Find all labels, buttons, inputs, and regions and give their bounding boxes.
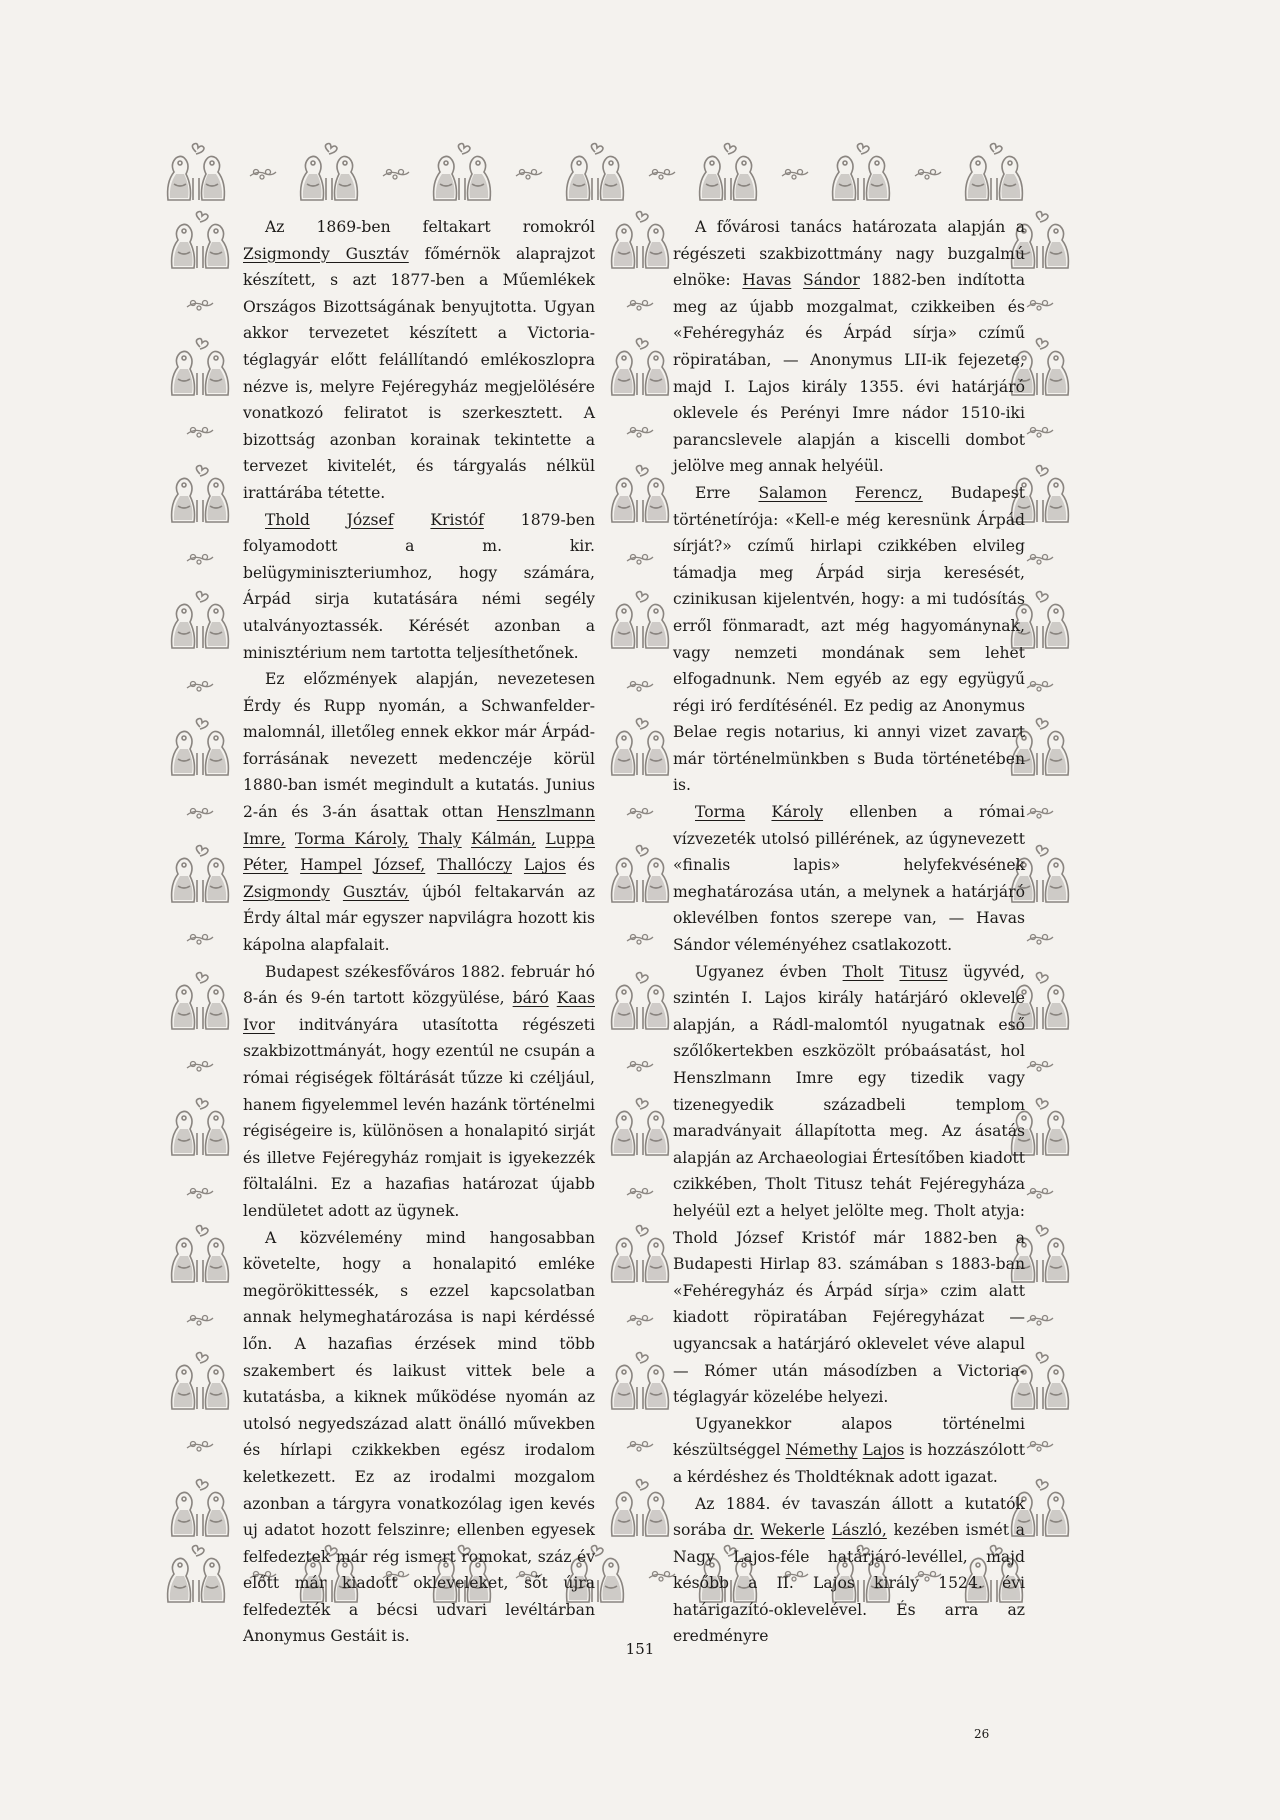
lion-pair-ornament-icon <box>160 142 232 204</box>
underlined-name: József <box>346 510 394 529</box>
flower-sprig-icon <box>185 295 215 313</box>
flower-sprig-icon <box>1025 676 1055 694</box>
underlined-name: Zsigmondy Gusztáv <box>243 244 409 263</box>
underlined-name: Torma <box>695 803 746 822</box>
underlined-name: Hampel <box>300 856 363 875</box>
text-run <box>754 1521 761 1539</box>
lion-pair-ornament-icon <box>604 464 676 526</box>
text-run: kezében ismét a Nagy Lajos-féle határjáró-levéllel, majd később a II. Lajos király 1524. évi határigazító-oklevelével. És arra az eredményre <box>673 1521 1025 1646</box>
text-run: A fővárosi tanács határozata alapján a régészeti szakbizottmány nagy buzgalmú elnöke: <box>673 218 1025 290</box>
flower-sprig-icon <box>625 1310 655 1328</box>
flower-sprig-icon <box>185 1436 215 1454</box>
flower-sprig-icon <box>647 164 677 182</box>
text-run: és <box>565 856 595 875</box>
lion-pair-ornament-icon <box>164 337 236 399</box>
middle-ornament-column <box>600 210 680 1540</box>
text-run <box>310 511 347 529</box>
flower-sprig-icon <box>1025 422 1055 440</box>
text-run: inditványára utasította régészeti szakbizottmányát, hogy ezentúl ne csupán a római régiségek föltárását tűzze ki czéljául, hanem figyelemmel levén hazánk történelmi régiségeire is, különösen a honalapitó sirját és illetve Fejéregyház romjait is igyekezzék föltalálni. Ez a hazafias határozat újabb lendületet adott az ügynek. <box>243 1015 595 1220</box>
lion-pair-ornament-icon <box>164 717 236 779</box>
lion-pair-ornament-icon <box>604 844 676 906</box>
text-run <box>362 856 374 874</box>
left-ornament-column <box>160 210 240 1540</box>
lion-pair-ornament-icon <box>559 142 631 204</box>
paragraph <box>243 507 595 667</box>
paragraph <box>243 1225 595 1651</box>
text-run <box>462 830 471 848</box>
flower-sprig-icon <box>625 422 655 440</box>
flower-sprig-icon <box>1025 1436 1055 1454</box>
underlined-name: Luppa <box>545 829 595 848</box>
text-run <box>286 830 295 848</box>
text-run <box>884 963 900 981</box>
flower-sprig-icon <box>625 295 655 313</box>
paragraph <box>673 214 1025 480</box>
text-run: Erre <box>695 483 759 502</box>
underlined-name: Tholt <box>842 962 884 981</box>
lion-pair-ornament-icon <box>604 590 676 652</box>
underlined-name: báró <box>512 989 549 1008</box>
underlined-name: László, <box>831 1521 887 1540</box>
page-number: 151 <box>625 1640 655 1658</box>
text-run <box>536 830 545 848</box>
lion-pair-ornament-icon <box>164 1351 236 1413</box>
lion-pair-ornament-icon <box>426 142 498 204</box>
underlined-name: Salamon <box>758 483 827 502</box>
flower-sprig-icon <box>780 164 810 182</box>
lion-pair-ornament-icon <box>604 1478 676 1540</box>
text-run: Ugyanekkor alapos történelmi készültséggel <box>673 1414 1025 1460</box>
underlined-name: Kálmán, <box>470 829 536 848</box>
flower-sprig-icon <box>1025 1183 1055 1201</box>
flower-sprig-icon <box>185 1183 215 1201</box>
lion-pair-ornament-icon <box>604 210 676 272</box>
text-run: Budapest történetírója: «Kell-e még keresnünk Árpád sírját?» czímű hirlapi czikkében elvileg támadja meg Árpád sirja keresését, czinikusan kijelentvén, hogy: a mi tudósítás erről fönmaradt, azt még hagyománynak, vagy nemzeti mondának sem lehet elfogadnunk. Nem egyéb az egy együgyű régi iró ferdítésénél. Ez pedig az Anonymus Belae regis notarius, ki annyi vizet zavart már történelmünkben s Buda történetében is. <box>673 483 1025 795</box>
underlined-name: Gusztáv, <box>342 882 410 901</box>
flower-sprig-icon <box>647 1566 677 1584</box>
underlined-name: Torma Károly, <box>294 829 409 848</box>
flower-sprig-icon <box>185 929 215 947</box>
underlined-name: Havas <box>742 271 792 290</box>
underlined-name: Péter, <box>243 856 289 875</box>
flower-sprig-icon <box>248 164 278 182</box>
underlined-name: Imre, <box>243 829 286 848</box>
text-run <box>330 883 343 901</box>
flower-sprig-icon <box>185 1310 215 1328</box>
text-run: is hozzászólott a kérdéshez és Tholdtéknak adott igazat. <box>673 1441 1026 1486</box>
flower-sprig-icon <box>913 164 943 182</box>
lion-pair-ornament-icon <box>958 142 1030 204</box>
flower-sprig-icon <box>185 1056 215 1074</box>
lion-pair-ornament-icon <box>164 844 236 906</box>
text-run: Ez előzmények alapján, nevezetesen Érdy és Rupp nyomán, a Schwanfelder-malomnál, illetőleg ennek ekkor már Árpád-forrásának nevezett medenczéje körül 1880-ban ismét megindult a kutatás. Junius 2-án és 3-án ásattak ottan <box>243 670 595 822</box>
flower-sprig-icon <box>625 1436 655 1454</box>
lion-pair-ornament-icon <box>164 971 236 1033</box>
lion-pair-ornament-icon <box>604 337 676 399</box>
text-run: Ugyanez évben <box>695 962 843 981</box>
text-run <box>394 511 431 529</box>
text-run: 1879-ben folyamodott a m. kir. belügyminiszteriumhoz, hogy számára, Árpád sirja kutatására némi segély utalványoztassék. Kérését azonban a minisztérium nem tartotta teljesíthetőnek. <box>243 510 595 662</box>
text-run: Budapest székesfőváros 1882. február hó 8-án és 9-én tartott közgyülése, <box>243 962 595 1008</box>
flower-sprig-icon <box>185 549 215 567</box>
lion-pair-ornament-icon <box>604 1351 676 1413</box>
paragraph <box>673 480 1025 799</box>
flower-sprig-icon <box>1025 295 1055 313</box>
text-run: ellenben a római vízvezeték utolsó pillérének, az úgynevezett «finalis lapis» helyfekvésének meghatározása után, a melynek a határjáró oklevélben fontos szerepe van, — Havas Sándor véleményéhez csatlakozott. <box>673 803 1025 955</box>
text-run: újból feltakarván az Érdy által már egyszer napvilágra hozott kis kápolna alapfalait. <box>243 882 595 955</box>
flower-sprig-icon <box>1025 1310 1055 1328</box>
flower-sprig-icon <box>1025 803 1055 821</box>
flower-sprig-icon <box>185 803 215 821</box>
lion-pair-ornament-icon <box>604 971 676 1033</box>
underlined-name: Kaas Ivor <box>243 989 595 1034</box>
flower-sprig-icon <box>625 929 655 947</box>
top-ornament-band <box>160 138 1030 208</box>
text-run <box>425 856 437 874</box>
flower-sprig-icon <box>381 164 411 182</box>
underlined-name: Sándor <box>803 271 860 290</box>
underlined-name: Lajos <box>523 856 566 875</box>
signature-number: 26 <box>974 1727 990 1741</box>
flower-sprig-icon <box>1025 1056 1055 1074</box>
underlined-name: Károly <box>771 803 824 822</box>
lion-pair-ornament-icon <box>164 590 236 652</box>
text-run <box>825 1521 832 1539</box>
paragraph <box>673 1411 1025 1491</box>
flower-sprig-icon <box>625 549 655 567</box>
text-run: A közvélemény mind hangosabban követelte, hogy a honalapitó emléke megörökittessék, s ezzel kapcsolatban annak helymeghatározása is napi kérdéssé lőn. A hazafias érzések mind több szakembert és laikust vittek bele a kutatásba, a kiknek működése nyomán az utolsó negyedszázad alatt önálló művekben és hírlapi czikkekben egész irodalom keletkezett. Ez az irodalmi mozgalom azonban a tárgyra vonatkozólag igen kevés uj adatot hozott felszinre; ellenben egyesek felfedeztek már rég ismert romokat, száz év előtt már kiadott okleveleket, sőt újra felfedezték a bécsi udvari levéltárban Anonymus Gestáit is. <box>243 1228 595 1646</box>
text-run <box>827 484 855 502</box>
underlined-name: Kristóf <box>430 510 484 529</box>
underlined-name: József, <box>373 856 426 875</box>
text-run <box>288 856 300 874</box>
lion-pair-ornament-icon <box>692 142 764 204</box>
lion-pair-ornament-icon <box>160 1544 232 1606</box>
flower-sprig-icon <box>625 676 655 694</box>
underlined-name: Némethy <box>785 1441 858 1460</box>
text-run <box>745 803 771 821</box>
text-run: főmérnök alaprajzot készített, s azt 1877-ben a Műemlékek Országos Bizottságának benyujtotta. Ugyan akkor tervezetet készített a Victoria-téglagyár előtt felállítandó emlékoszlopra nézve is, melyre Fejéregyház megjelölésére vonatkozó feliratot is szerkesztett. A bizottság azonban korainak tekintette a tervezet kivitelét, és tárgyalás nélkül irattárába tétette. <box>243 244 595 502</box>
text-run: ügyvéd, szintén I. Lajos király határjáró oklevele alapján, a Rádl-malomtól nyugatnak eső szőlőkertekben eszközölt próbaásatást, hol Henszlmann Imre egy tizedik vagy tizenegyedik századbeli templom maradványait állapította meg. Az ásatás alapján az Archaeologiai Értesítőben kiadott czikkében, Tholt Titusz tehát Fejéregyháza helyéül ezt a helyet jelölte meg. Tholt atyja: Thold József Kristóf már 1882-ben a Budapesti Hirlap 83. számában s 1883-ban «Fehéregyház és Árpád sírja» czim alatt kiadott röpiratában Fejéregyházat — ugyancsak a határjáró oklevelet véve alapul — Rómer után másodízben a Victoria-téglagyár közelébe helyezi. <box>673 962 1025 1407</box>
underlined-name: Wekerle <box>760 1521 825 1540</box>
lion-pair-ornament-icon <box>164 210 236 272</box>
flower-sprig-icon <box>185 422 215 440</box>
flower-sprig-icon <box>625 1056 655 1074</box>
paragraph <box>243 214 595 507</box>
lion-pair-ornament-icon <box>604 717 676 779</box>
lion-pair-ornament-icon <box>164 1224 236 1286</box>
underlined-name: Titusz <box>899 962 948 981</box>
underlined-name: Thallóczy <box>437 856 513 875</box>
flower-sprig-icon <box>625 803 655 821</box>
underlined-name: Lajos <box>862 1441 905 1460</box>
flower-sprig-icon <box>625 1183 655 1201</box>
text-run <box>549 989 557 1007</box>
flower-sprig-icon <box>514 164 544 182</box>
flower-sprig-icon <box>1025 929 1055 947</box>
lion-pair-ornament-icon <box>825 142 897 204</box>
lion-pair-ornament-icon <box>604 1224 676 1286</box>
text-run <box>409 830 418 848</box>
flower-sprig-icon <box>1025 549 1055 567</box>
lion-pair-ornament-icon <box>164 1097 236 1159</box>
text-run <box>791 271 803 289</box>
underlined-name: Henszlmann <box>496 803 595 822</box>
underlined-name: Thaly <box>418 829 462 848</box>
paragraph <box>673 1491 1025 1651</box>
text-run: Az 1884. év tavaszán állott a kutatók sorába <box>673 1494 1025 1540</box>
underlined-name: Ferencz, <box>854 483 923 502</box>
text-run <box>512 856 524 874</box>
lion-pair-ornament-icon <box>164 464 236 526</box>
paragraph <box>243 959 595 1225</box>
paragraph <box>243 666 595 959</box>
lion-pair-ornament-icon <box>164 1478 236 1540</box>
lion-pair-ornament-icon <box>604 1097 676 1159</box>
left-text-column <box>243 214 595 1650</box>
underlined-name: Thold <box>265 510 310 529</box>
right-text-column <box>673 214 1025 1650</box>
flower-sprig-icon <box>185 676 215 694</box>
text-run: 1882-ben indította meg az újabb mozgalmat, czikkeiben és «Fehéregyház és Árpád sírja» czímű röpiratában, — Anonymus LII-ik fejezete, majd I. Lajos király 1355. évi határjáró oklevele és Perényi Imre nádor 1510-iki parancslevele alapján a kiscelli dombot jelölve meg annak helyéül. <box>673 271 1025 476</box>
underlined-name: dr. <box>733 1521 754 1540</box>
paragraph <box>673 799 1025 959</box>
lion-pair-ornament-icon <box>293 142 365 204</box>
text-run: Az 1869-ben feltakart romokról <box>265 218 595 236</box>
paragraph <box>673 959 1025 1411</box>
underlined-name: Zsigmondy <box>243 882 330 901</box>
